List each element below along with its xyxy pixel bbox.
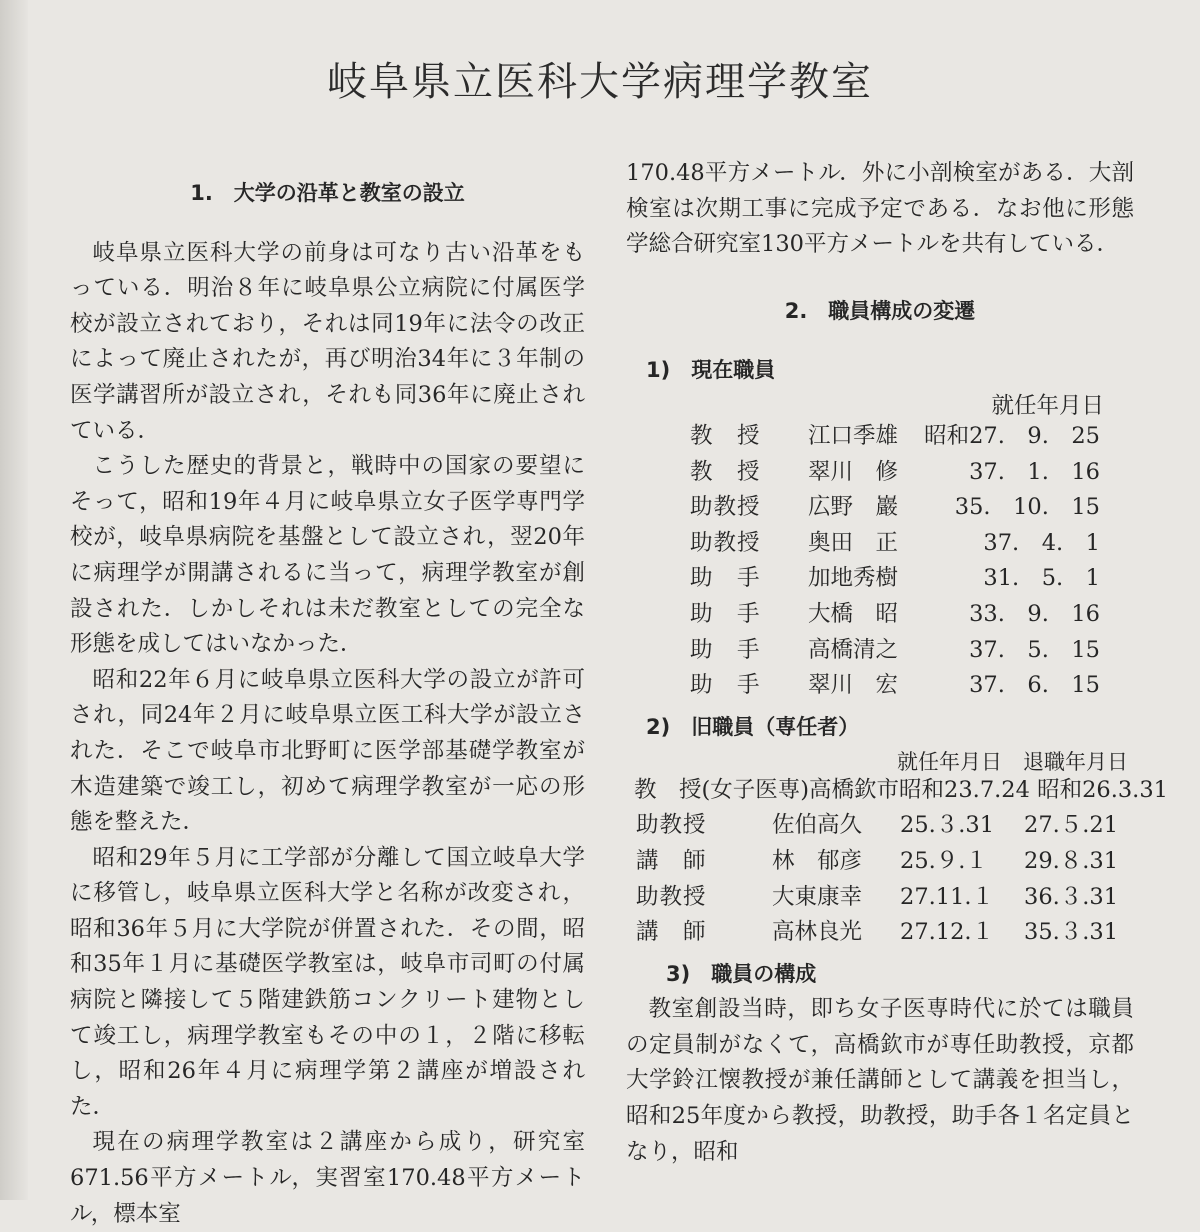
staff-role: 教 授 — [690, 458, 761, 485]
former-role: 講 師 — [636, 847, 707, 874]
table-row — [636, 880, 1132, 916]
page-title: 岐阜県立医科大学病理学教室 — [327, 59, 873, 105]
former-end-date: 36.３.31 — [1024, 883, 1119, 910]
staff-name: 奥田 正 — [808, 529, 899, 556]
staff-role: 助 手 — [690, 565, 761, 592]
staff-appointed-date: 31. 5. 1 — [983, 565, 1100, 592]
staff-name: 加地秀樹 — [808, 565, 899, 592]
table-row — [636, 808, 1132, 844]
former-staff-header — [626, 745, 1134, 773]
former-retired-header: 退職年月日 — [1023, 750, 1128, 775]
staff-name: 江口季雄 — [808, 422, 899, 449]
staff-role: 助教授 — [690, 494, 761, 521]
table-row — [626, 561, 1134, 597]
former-role: 助教授 — [636, 883, 707, 910]
former-name: 大東康幸 — [772, 883, 863, 910]
staff-role: 助教授 — [690, 529, 761, 556]
table-row — [626, 490, 1134, 526]
table-row — [626, 633, 1134, 669]
former-start-date: 27.12.１ — [900, 919, 995, 946]
staff-appointed-date: 35. 10. 15 — [954, 494, 1100, 521]
staff-appointed-date: 33. 9. 16 — [969, 600, 1100, 627]
page-edge — [0, 0, 28, 1200]
section-2-heading: 2. 職員構成の変遷 — [784, 298, 976, 323]
staff-appointed-date: 37. 5. 15 — [969, 636, 1100, 663]
composition-paragraph: 教室創設当時，即ち女子医専時代に於ては職員の定員制がなくて，高橋欽市が専任助教授，京都大学鈴江懐教授が兼任講師として講義を担当し，昭和25年度から教授，助教授，助手各１名定員となり，昭和 — [626, 996, 1134, 1165]
former-staff-table — [636, 808, 1132, 950]
former-end-date: 35.３.31 — [1024, 919, 1119, 946]
former-name: 高林良光 — [772, 919, 863, 946]
right-column — [626, 156, 1168, 1170]
table-row — [626, 668, 1134, 704]
subsection-former-staff-heading: 2) 旧職員（専任者） — [646, 714, 860, 739]
paragraph: 昭和29年５月に工学部が分離して国立岐阜大学に移管し，岐阜県立医科大学と名称が改変され，昭和36年５月に大学院が併置された．その間，昭和35年１月に基礎医学教室は，岐阜市司町の付属病院と隣接して５階建鉄筋コンクリート建物として竣工し，病理学教室もその中の１，２階に移転し，昭和26年４月に病理学第２講座が増設された． — [70, 844, 585, 1120]
former-role: 助教授 — [636, 812, 707, 839]
paragraph: 現在の病理学教室は２講座から成り，研究室671.56平方メートル，実習室170.48平方メートル，標本室 — [70, 1129, 585, 1227]
staff-appointed-date: 37. 6. 15 — [969, 672, 1100, 699]
staff-appointed-date: 昭和27. 9. 25 — [924, 422, 1100, 449]
table-row — [626, 526, 1134, 562]
staff-role: 教 授 — [690, 422, 761, 449]
former-start-date: 25.３.31 — [900, 812, 995, 839]
staff-role: 助 手 — [690, 672, 761, 699]
staff-appointed-date: 37. 1. 16 — [969, 458, 1100, 485]
paragraph: こうした歴史的背景と，戦時中の国家の要望にそって，昭和19年４月に岐阜県立女子医学専門学校が，岐阜県病院を基盤として設立され，翌20年に病理学が開講されるに当って，病理学教室が創設された．しかしそれは未だ教室としての完全な形態を成してはいなかった． — [70, 453, 585, 658]
former-end-date: 27.５.21 — [1024, 812, 1119, 839]
staff-appointed-date: 37. 4. 1 — [983, 529, 1100, 556]
current-staff-table — [626, 419, 1134, 704]
continuation-paragraph: 170.48平方メートル．外に小剖検室がある．大剖検室は次期工事に完成予定である．なお他に形態学総合研究室130平方メートルを共有している． — [626, 160, 1134, 258]
table-row — [636, 844, 1132, 880]
subsection-current-staff-heading: 1) 現在職員 — [646, 358, 776, 383]
appointment-date-header: 就任年月日 — [991, 392, 1104, 419]
table-row — [626, 597, 1134, 633]
former-appointed-header: 就任年月日 — [897, 750, 1002, 775]
former-staff-first-row: 教 授(女子医専)高橋欽市昭和23.7.24 昭和26.3.31 — [634, 777, 1168, 804]
table-row — [626, 419, 1134, 455]
former-name: 佐伯高久 — [772, 812, 863, 839]
staff-role: 助 手 — [690, 600, 761, 627]
former-name: 林 郁彦 — [772, 847, 863, 874]
former-start-date: 25.９.１ — [900, 847, 988, 874]
left-column — [70, 176, 585, 1232]
former-start-date: 27.11.１ — [900, 883, 995, 910]
table-row — [626, 455, 1134, 491]
former-role: 講 師 — [636, 919, 707, 946]
subsection-composition-heading: 3) 職員の構成 — [666, 961, 817, 986]
paragraph: 岐阜県立医科大学の前身は可なり古い沿革をもっている．明治８年に岐阜県公立病院に付属医学校が設立されており，それは同19年に法令の改正によって廃止されたが，再び明治34年に３年制の医学講習所が設立され，それも同36年に廃止されている． — [70, 239, 585, 444]
former-end-date: 29.８.31 — [1024, 847, 1119, 874]
staff-name: 高橋清之 — [808, 636, 899, 663]
table-row — [636, 915, 1132, 951]
section-1-heading: 1. 大学の沿革と教室の設立 — [190, 181, 465, 205]
staff-role: 助 手 — [690, 636, 761, 663]
staff-name: 大橋 昭 — [808, 600, 899, 627]
staff-name: 翠川 宏 — [808, 672, 899, 699]
staff-name: 広野 巖 — [808, 494, 899, 521]
paragraph: 昭和22年６月に岐阜県立医科大学の設立が許可され，同24年２月に岐阜県立医工科大学が設立された．そこで岐阜市北野町に医学部基礎学教室が木造建築で竣工し，初めて病理学教室が一応の形態を整えた． — [70, 666, 585, 836]
staff-name: 翠川 修 — [808, 458, 899, 485]
